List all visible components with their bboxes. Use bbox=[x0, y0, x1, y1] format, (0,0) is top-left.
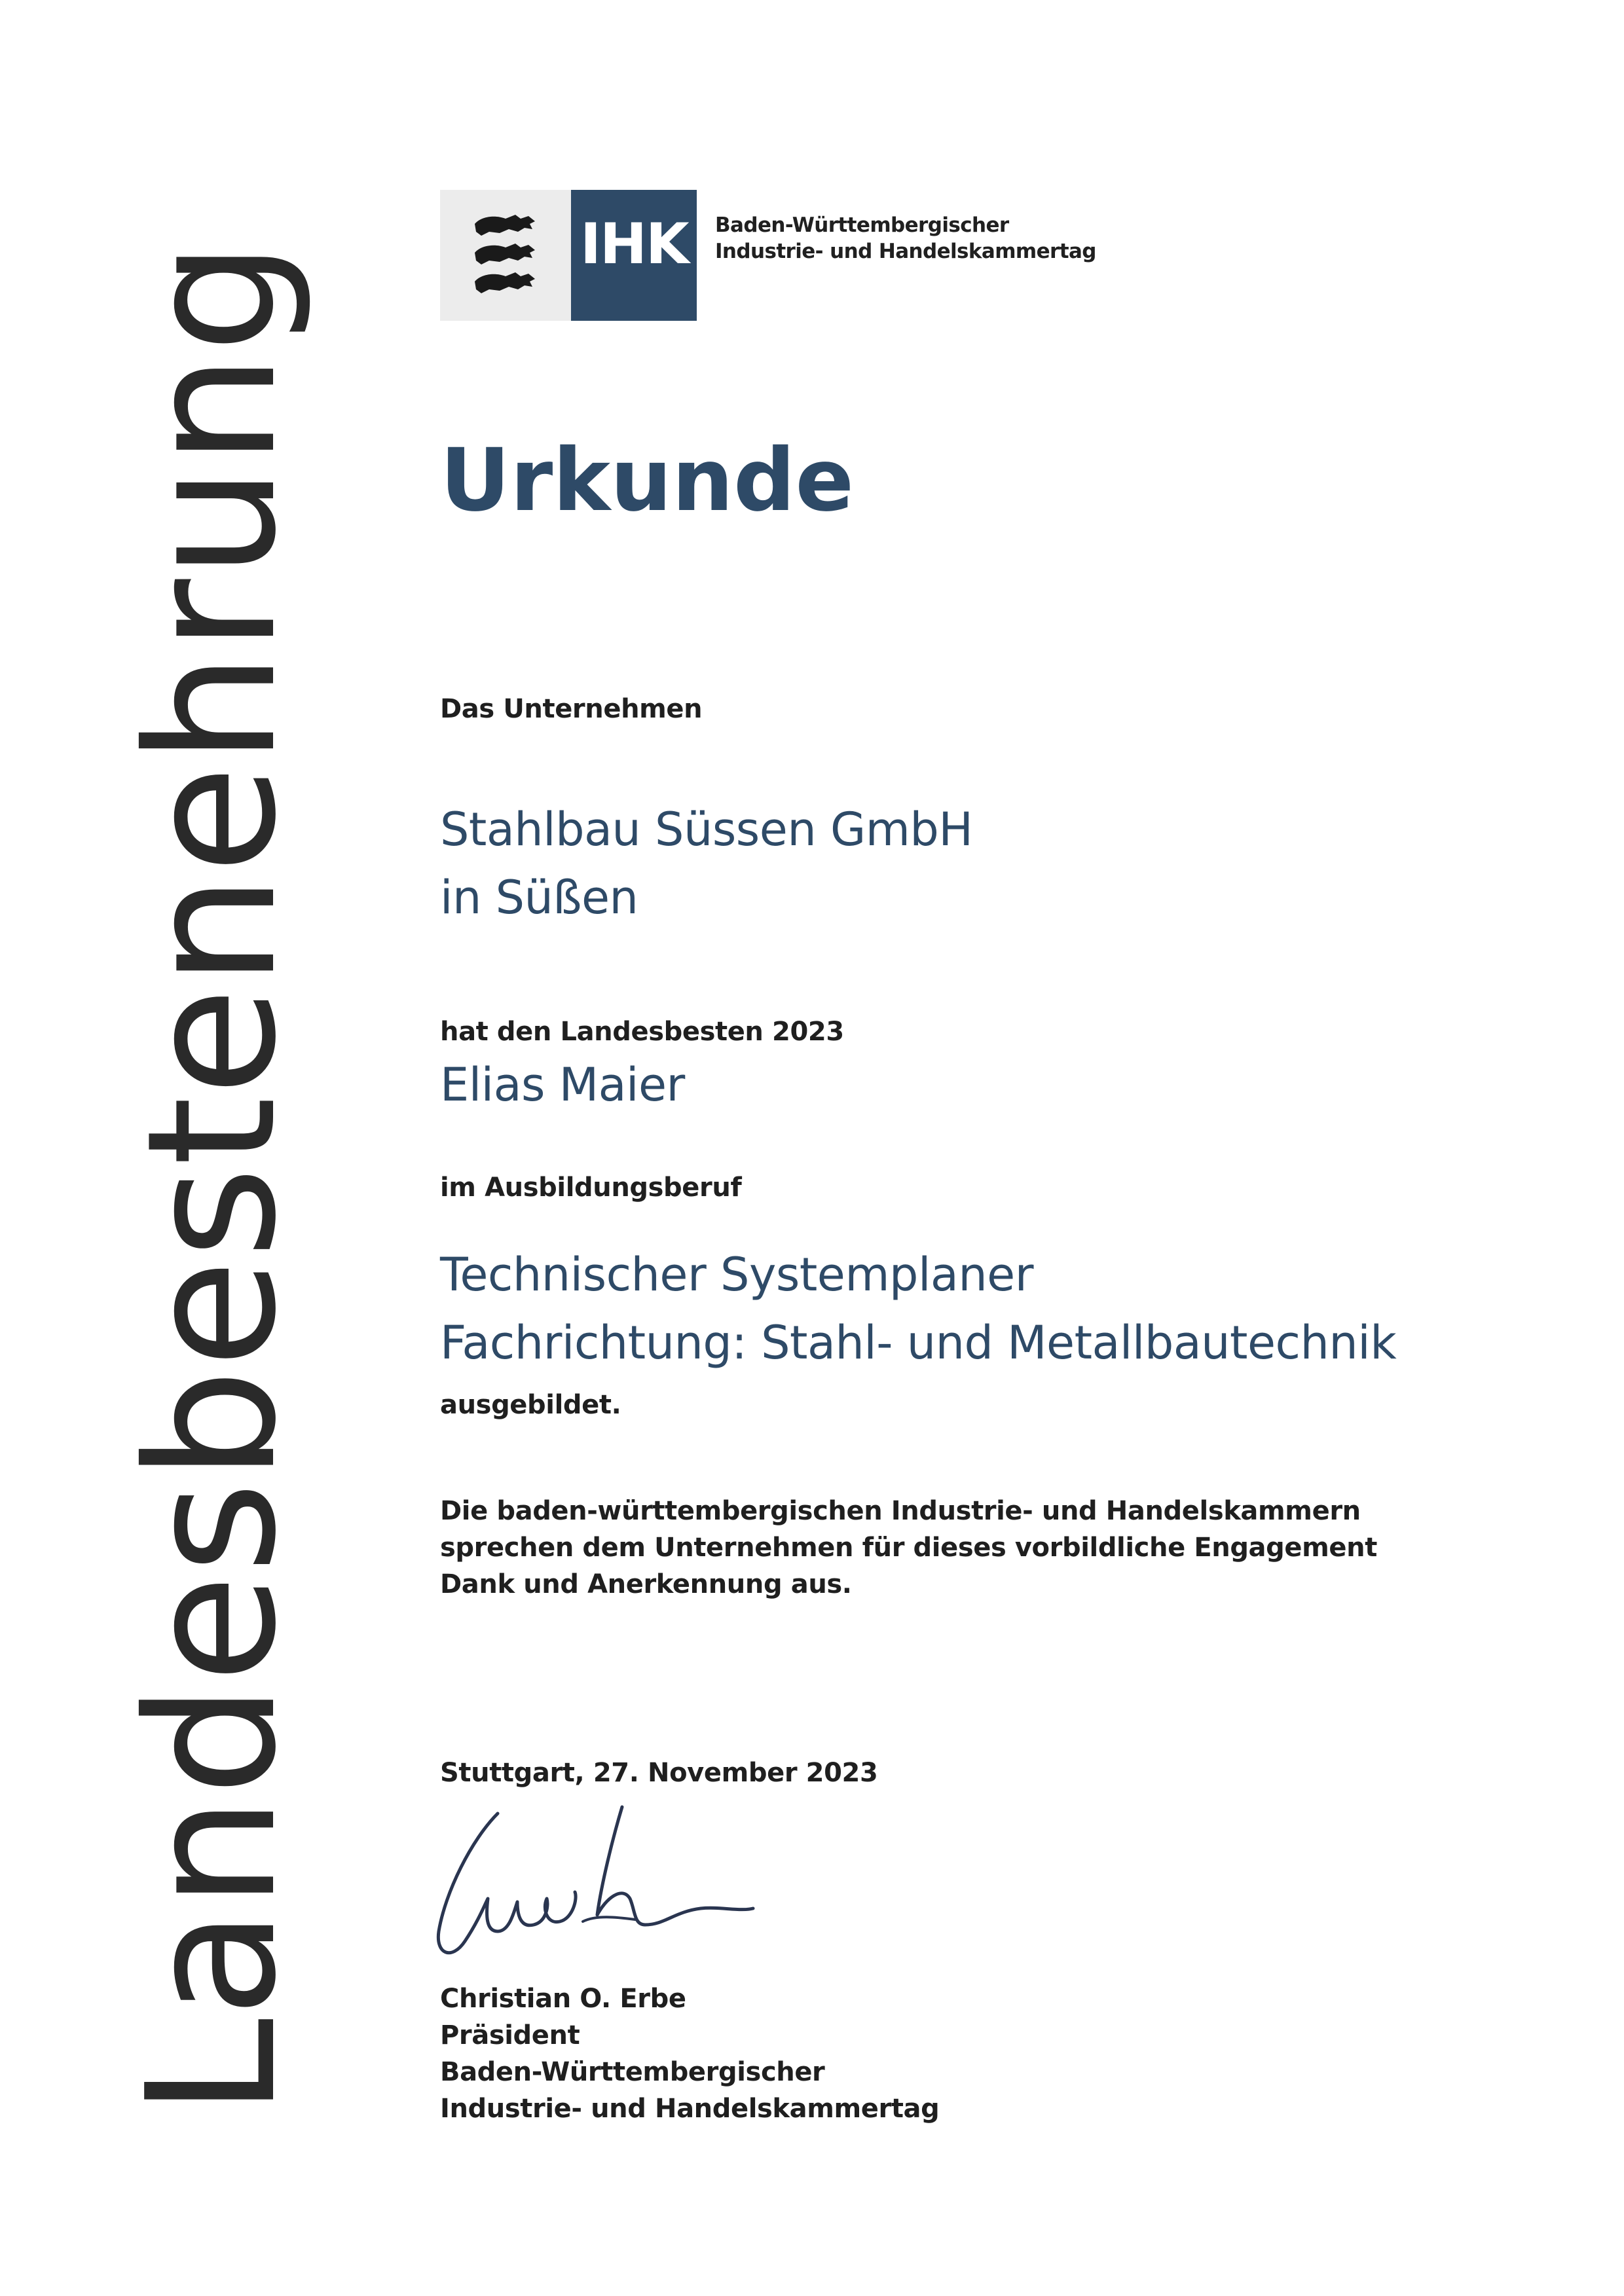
logo-org-line1: Baden-Württembergischer bbox=[715, 213, 1009, 237]
signer-name: Christian O. Erbe bbox=[440, 1984, 686, 2014]
thanks-line3: Dank und Anerkennung aus. bbox=[440, 1569, 852, 1599]
place-date: Stuttgart, 27. November 2023 bbox=[440, 1758, 878, 1788]
intro-label: Das Unternehmen bbox=[440, 694, 703, 724]
ihk-wordmark: IHK bbox=[571, 190, 697, 321]
coat-of-arms-icon bbox=[440, 190, 571, 321]
signature-graphic bbox=[426, 1800, 766, 1971]
profession-line1: Technischer Systemplaner bbox=[440, 1248, 1034, 1302]
logo-org-line2: Industrie- und Handelskammertag bbox=[715, 240, 1096, 263]
side-title: Landesbestenehrung bbox=[109, 240, 315, 2117]
best-label: hat den Landesbesten 2023 bbox=[440, 1017, 844, 1047]
thanks-line2: sprechen dem Unternehmen für dieses vorbildliche Engagement bbox=[440, 1533, 1377, 1563]
company-name: Stahlbau Süssen GmbH bbox=[440, 803, 973, 856]
trained-label: ausgebildet. bbox=[440, 1390, 621, 1420]
ihk-logo bbox=[440, 190, 1096, 321]
profession-block bbox=[440, 1241, 1396, 1377]
signer-role: Präsident bbox=[440, 2020, 580, 2050]
document-title: Urkunde bbox=[440, 430, 855, 531]
best-name: Elias Maier bbox=[440, 1058, 685, 1112]
thanks-line1: Die baden-württembergischen Industrie- und Handelskammern bbox=[440, 1496, 1361, 1526]
signature bbox=[426, 1800, 766, 1973]
profession-label: im Ausbildungsberuf bbox=[440, 1173, 742, 1203]
three-lions-icon bbox=[470, 210, 542, 301]
profession-line2: Fachrichtung: Stahl- und Metallbautechnik bbox=[440, 1316, 1397, 1370]
thanks-paragraph bbox=[440, 1493, 1377, 1603]
logo-organization-text bbox=[715, 190, 1096, 321]
signer-org-line2: Industrie- und Handelskammertag bbox=[440, 2094, 940, 2124]
signer-block bbox=[440, 1980, 939, 2127]
company-location: in Süßen bbox=[440, 871, 638, 924]
company-block bbox=[440, 795, 972, 932]
signer-org-line1: Baden-Württembergischer bbox=[440, 2057, 825, 2087]
